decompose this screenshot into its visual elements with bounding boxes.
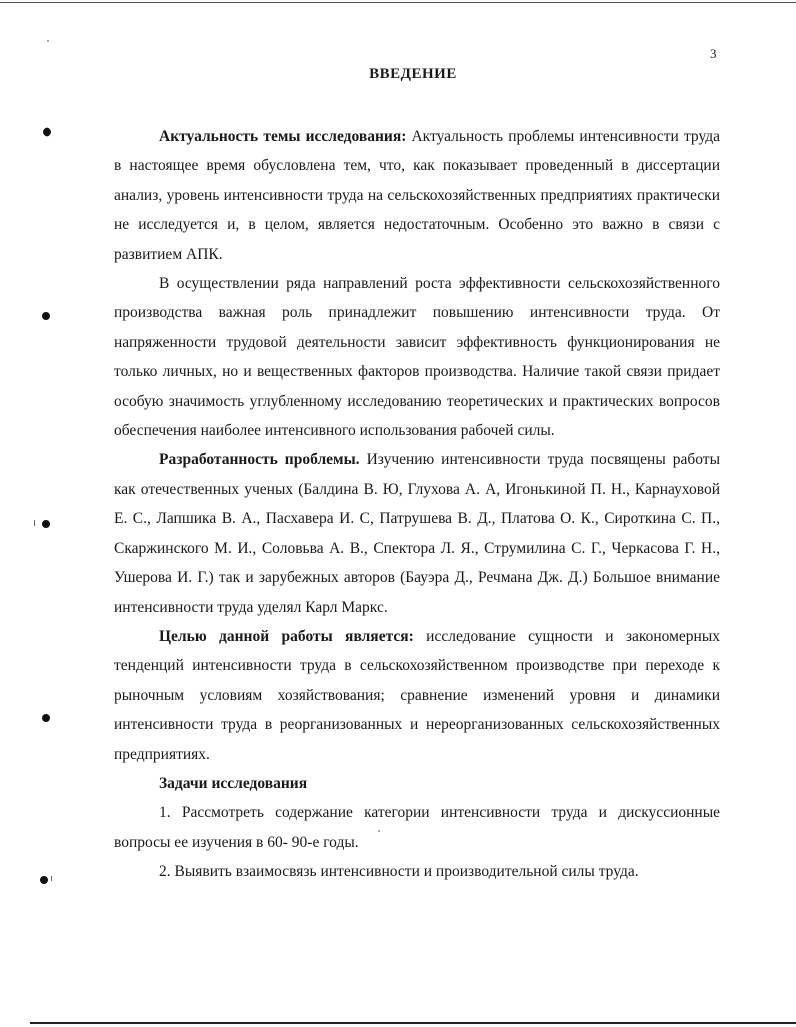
scan-speck	[34, 520, 35, 526]
development-heading: Разработанность проблемы.	[159, 451, 360, 469]
goal-paragraph	[114, 622, 720, 769]
scan-speck	[47, 40, 49, 42]
bottom-scan-edge	[30, 1022, 796, 1024]
binder-hole-mark	[40, 712, 51, 723]
relevance-text: Актуальность проблемы интенсивности труда в настоящее время обусловлена тем, что, как показывает проведенный в диссертации анализ, уровень интенсивности труда на сельскохозяйственных предприятиях практически не исследуется и, в целом, является недостаточным. Особенно это важно в связи с развитием АПК.	[114, 128, 720, 263]
task-item: 1. Рассмотреть содержание категории интенсивности труда и дискуссионные вопросы ее изучения в 60- 90-е годы.	[114, 804, 720, 851]
scan-speck	[51, 876, 52, 881]
relevance-paragraph-2: В осуществлении ряда направлений роста эффективности сельскохозяйственного производства важная роль принадлежит повышению интенсивности труда. От напряженности трудовой деятельности зависит эффективность функционирования не только личных, но и вещественных факторов производства. Наличие такой связи придает особую значимость углубленному исследованию теоретических и практических вопросов обеспечения наиболее интенсивного использования рабочей силы.	[114, 275, 720, 440]
binder-hole-mark	[40, 518, 51, 529]
relevance-heading: Актуальность темы исследования:	[159, 128, 407, 145]
development-text: Изучению интенсивности труда посвящены работы как отечественных ученых (Балдина В. Ю, Глухова А. А, Игонькиной П. Н., Карнауховой Е. С., Лапшика В. А., Пасхавера И. С, Патрушева В. Д., Платова О. К., Сироткина С. П., Скаржинского М. И., Соловьва А. В., Спектора Л. Я., Струмилина С. Г., Черкасова Г. Н., Ушерова И. Г.) так и зарубежных авторов (Бауэра Д., Речмана Дж. Д.) Большое внимание интенсивности труда уделял Карл Маркс.	[114, 451, 720, 616]
scan-speck	[378, 830, 380, 832]
page-number: 3	[710, 46, 717, 61]
tasks-heading: Задачи исследования	[159, 774, 308, 792]
task-item: 2. Выявить взаимосвязь интенсивности и производительной силы труда.	[159, 863, 639, 881]
binder-hole-mark	[40, 310, 51, 321]
goal-heading: Целью данной работы является:	[159, 627, 414, 645]
binder-hole-mark	[41, 126, 52, 137]
page-title: ВВЕДЕНИЕ	[369, 66, 457, 82]
top-scan-edge	[0, 2, 796, 3]
development-paragraph	[114, 445, 720, 621]
document-body	[114, 122, 720, 887]
relevance-paragraph	[114, 122, 720, 269]
binder-hole-mark	[38, 874, 49, 885]
goal-text: исследование сущности и закономерных тенденций интенсивности труда в сельскохозяйственном производстве при переходе к рыночным условиям хозяйствования; сравнение изменений уровня и динамики интенсивности труда в реорганизованных и нереорганизованных сельскохозяйственных предприятиях.	[114, 627, 720, 763]
